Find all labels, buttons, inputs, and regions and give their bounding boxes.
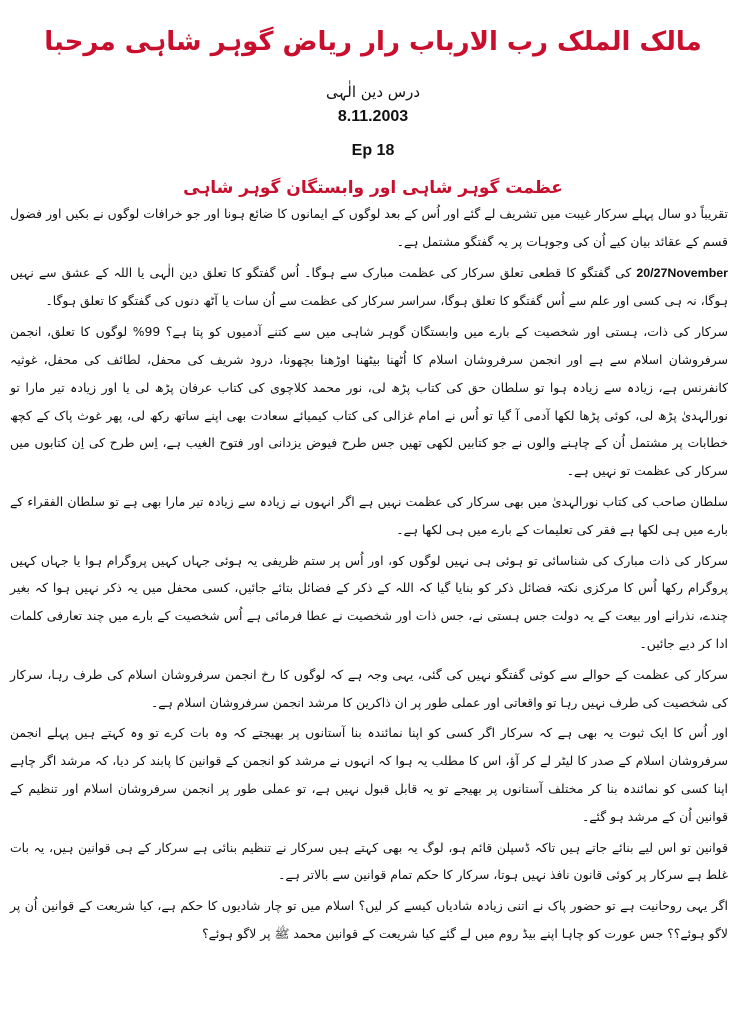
document-body: [10, 200, 728, 951]
paragraph-2: [10, 259, 728, 316]
paragraph-3: سرکار کی ذات، ہستی اور شخصیت کے بارے میں وابستگان گوہر شاہی میں سے کتنے آدمیوں کو پتا ہے؟ 99% لوگوں کا تعلق، انجمن سرفروشان اسلام سے ہے اور انجمن سرفروشان اسلام کا اُٹھنا بیٹھنا اوڑھنا بچھونا، درود شریف کی محفل، لطائف کی محفل، غوثیہ کانفرنس ہے، زیادہ سے زیادہ ہوا تو سلطان حق کی کتاب پڑھ لی، نور محمد کلاچوی کی کتاب عرفان پڑھ لی یا اور زیادہ تیر مارا تو نورالہدیٰ پڑھ لی، کوئی پڑھا لکھا آدمی آ گیا تو اُس نے امام غزالی کی کتاب کیمیائے سعادت بھی اپنے ساتھ رکھ لی، پھر غوث پاک کے کچھ خطابات پر مشتمل اُن کے چاہنے والوں نے جو کتابیں لکھی تھیں جس طرح فیوض یزدانی اور فتوح الغیب ہے، اِس طرح کی اِن کتابوں میں سرکار کی عظمت تو نہیں ہے۔: [10, 324, 728, 479]
paragraph-6: سرکار کی عظمت کے حوالے سے کوئی گفتگو نہیں کی گئی، یہی وجہ ہے کہ لوگوں کا رخ انجمن سرفروشان اسلام کی طرف رہا، سرکار کی شخصیت کی طرف نہیں رہا تو واقعاتی اور عملی طور پر ان ذاکرین کا مرشد انجمن سرفروشان اسلام ہے۔: [10, 666, 728, 710]
paragraph-5: سرکار کی ذات مبارک کی شناسائی تو ہوئی ہی نہیں لوگوں کو، اور اُس پر ستم ظریفی یہ ہوئی جہاں کہیں پروگرام ہوا یا جہاں کہیں پروگرام رکھا اُس کا مرکزی نکتہ فضائل ذکر کو بنایا گیا کہ اللہ کے ذکر کے فضائل بتائے جائیں، کسی محفل میں یہ ذکر نہیں ہوا کہ بغیر چندے، نذرانے اور بیعت کے یہ دولت جس ہستی نے، جس ذات اور شخصیت نے عطا فرمائی ہے اُس شخصیت کے بارے میں چند تعارفی کلمات ادا کر دیے جائیں۔: [10, 552, 728, 651]
section-heading: عظمت گوہر شاہی اور وابستگان گوہر شاہی: [183, 178, 563, 198]
paragraph-9: اگر یہی روحانیت ہے تو حضور پاک نے اتنی زیادہ شادیاں کیسے کر لیں؟ اسلام میں تو چار شادیوں کا حکم ہے، کیا شریعت کے قوانین اُن پر لاگو ہوئے؟؟ جس عورت کو چاہا اپنے بیڈ روم میں لے گئے کیا شریعت کے قوانین محمد ﷺ پر لاگو ہوئے؟: [10, 898, 728, 941]
paragraph-4: سلطان صاحب کی کتاب نورالہدیٰ میں بھی سرکار کی عظمت نہیں ہے اگر انہوں نے زیادہ سے زیادہ تیر مارا بھی ہے تو سلطان الفقراء کے بارے میں ہی لکھا ہے فقر کی تعلیمات کے بارے میں ہی لکھا ہے۔: [10, 493, 728, 537]
paragraph-1: تقریباً دو سال پہلے سرکار غیبت میں تشریف لے گئے اور اُس کے بعد لوگوں کے ایمانوں کا ضائع ہونا اور جو خرافات لوگوں نے بکیں اور فضول قسم کے عقائد بیان کیے اُن کی وجوہات پر یہ گفتگو مشتمل ہے۔: [10, 206, 728, 249]
page-title: مالک الملک رب الارباب رار ریاض گوہر شاہی مرحبا: [44, 27, 702, 57]
subtitle: درس دین الٰہی: [325, 83, 421, 101]
paragraph-8: قوانین تو اس لیے بنائے جاتے ہیں تاکہ ڈسپلن قائم ہو، لوگ یہ بھی کہتے ہیں سرکار نے تنظیم بنائی ہے سرکار کے ہی قوانین ہیں، یہ بات غلط ہے سرکار پر کوئی قانون نافذ نہیں ہوتا، سرکار کا حکم تمام قوانین سے بالاتر ہے۔: [10, 839, 728, 883]
paragraph-7: اور اُس کا ایک ثبوت یہ بھی ہے کہ سرکار اگر کسی کو اپنا نمائندہ بنا آستانوں پر بھیجتے کہ وہ بات کرے تو وہ کہتے ہیں پہلے انجمن سرفروشان اسلام کے صدر کا لیٹر لے کر آؤ، اس کا مطلب یہ ہوا کہ انہوں نے مرشد کو انجمن کے قوانین کا پابند کر دیا، کہ مرشد اگر چاہے اپنا کسی کو نمائندہ بنا کر مختلف آستانوں پر بھیجے تو یہ قابل قبول نہیں ہے، تو عملی طور پر انجمن سرفروشان اسلام اور تنظیم کے قوانین اُن کے مرشد ہو گئے۔: [10, 725, 728, 824]
episode-number: Ep 18: [351, 142, 395, 159]
paragraph-2-text: کی گفتگو کا قطعی تعلق سرکار کی عظمت مبارک سے ہوگا۔ اُس گفتگو کا تعلق دین الٰہی یا اللہ کے عشق سے نہیں ہوگا، نہ ہی کسی اور علم سے اُس گفتگو کا تعلق ہوگا، سراسر سرکار کی عظمت سے اُن سات یا آٹھ دنوں کی گفتگو کا تعلق ہوگا۔: [10, 264, 728, 309]
paragraph-2-date: 20/27November: [636, 265, 728, 280]
lesson-date: 8.11.2003: [337, 108, 409, 125]
